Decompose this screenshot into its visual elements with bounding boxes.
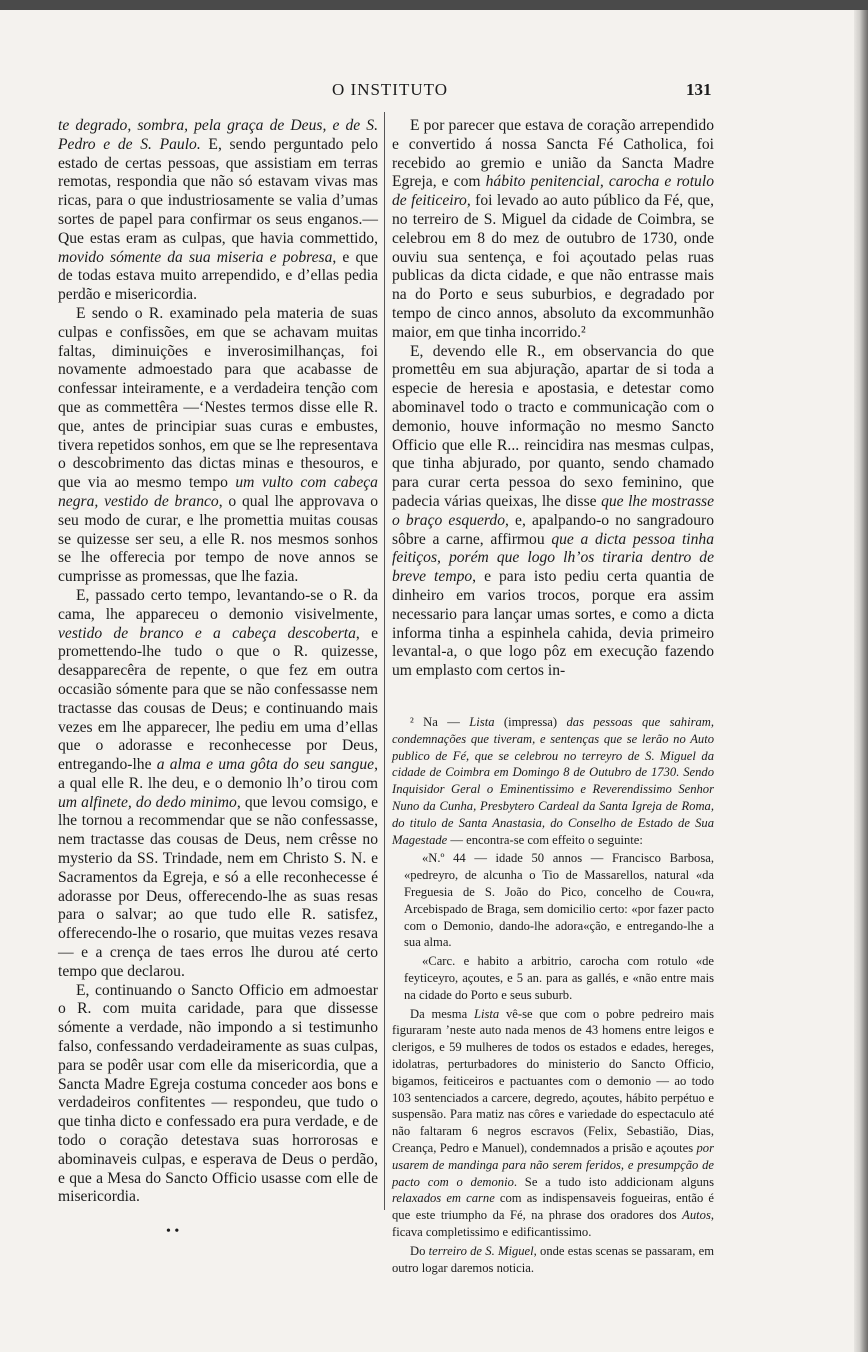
- footnote-quote: «Carc. e habito a arbitrio, carocha com rotulo «de feyticeyro, açoutes, e 5 an. para as gallés, e «não entre mais na cidade do Porto e seus suburb.: [404, 954, 714, 1002]
- footnote: Da mesma Lista vê-se que com o pobre pedreiro mais figuraram ’neste auto nada menos de 43 homens entre leigos e clerigos, e 59 mulheres de todos os estados e edades, hereges, idolatras, perturbadores do ministerio do Sancto Officio, bigamos, feiticeiros e pactuantes com o demonio — ao todo 103 sentenciados a carcere, degredo, açoutes, hábito perpétuo e suspensão. Para matiz nas côres e variedade do espectaculo até não faltaram 6 negros escravos (Felix, Sebastião, Dias, Creança, Pedro e Manuel), condemnados a prisão e açoutes por usarem de mandinga para não serem feridos, e presumpção de pacto com o demonio. Se a tudo isto addicionam alguns relaxados em carne com as indispensaveis fogueiras, então é que este triumpho da Fé, na phrase dos oradores dos Autos, ficava completissimo e edificantissimo.: [392, 1006, 714, 1239]
- right-column: [392, 117, 714, 681]
- journal-title: O INSTITUTO: [332, 80, 448, 99]
- footnote: ² Na — Lista (impressa) das pessoas que sahiram, condemnações que tiveram, e sentenças que se lerão no Auto publico de Fé, que se celebrou no terreyro de S. Miguel da cidade de Coimbra em Domingo 8 de Outubro de 1730. Sendo Inquisidor Geral o Eminentissimo e Reverendissimo Senhor Nuno da Cunha, Presbytero Cardeal da Santa Igreja de Roma, do titulo de Santa Anastasia, do Conselho de Estado de Sua Magestade — encontra-se com effeito o seguinte:: [392, 715, 715, 847]
- footnote-quote: «N.º 44 — idade 50 annos — Francisco Barbosa, «pedreyro, de alcunha o Tio de Massarellos, natural «da Freguesia de S. João do Pico, concelho de Cou«ra, Arcebispado de Braga, sem domicilio certo: «por fazer pacto com o Demonio, dando-lhe adora«ção, e entregando-lhe a sua alma.: [404, 851, 714, 950]
- paragraph: te degrado, sombra, pela graça de Deus, e de S. Pedro e de S. Paulo. E, sendo perguntado pelo estado de certas pessoas, que assistiam em terras remotas, respondia que não só estavam vivas mas ricas, para o que industriosamente se valia d’umas sortes de papel para confirmar os seus enganos.— Que estas eram as culpas, que havia commettido, movido sómente da sua miseria e pobresa, e que de todas estava muito arrependido, e d’ellas pedia perdão e misericordia.: [58, 117, 378, 304]
- footnotes: [392, 714, 714, 1278]
- page-marks: • •: [166, 1224, 180, 1239]
- left-column: [58, 117, 378, 1207]
- paragraph: E por parecer que estava de coração arrependido e convertido á nossa Sancta Fé Catholica, foi recebido ao gremio e união da Sancta Madre Egreja, e com hábito penitencial, carocha e rotulo de feiticeiro, foi levado ao auto público da Fé, que, no terreiro de S. Miguel da cidade de Coimbra, se celebrou em 8 do mez de outubro de 1730, onde ouviu sua sentença, e foi açoutado pelas ruas publicas da dicta cidade, e que não entrasse mais na do Porto e seus suburbios, e degradado por tempo de cinco annos, absoluto da excommunhão maior, em que tinha incorrido.²: [392, 117, 714, 341]
- footnote: Do terreiro de S. Miguel, onde estas scenas se passaram, em outro logar daremos noticia.: [392, 1243, 714, 1275]
- top-edge-bar: [0, 0, 868, 10]
- paragraph: E, devendo elle R., em observancia do que promettêu em sua abjuração, apartar de si toda a especie de heresia e apostasia, e detestar como abominavel todo o tracto e communicação com o demonio, houve informação no mesmo Sancto Officio que elle R... reincidira nas mesmas culpas, que tinha abjurado, por quanto, sendo chamado para curar certa pessoa do sexo feminino, que padecia várias queixas, lhe disse que lhe mostrasse o braço esquerdo, e, apalpando-o no sangradouro sôbre a carne, affirmou que a dicta pessoa tinha feitiços, porém que logo lh’os tiraria dentro de breve tempo, e para isto pediu certa quantia de dinheiro em varios trocos, porque era assim necessario para lançar umas sortes, e como a dicta informa tinha a espinhela cahida, devia primeiro levantal-a, o que logo pôz em execução fazendo um emplasto com certos in-: [392, 342, 715, 680]
- page-edge-shadow: [854, 10, 868, 1352]
- page-number: 131: [686, 80, 712, 99]
- paragraph: E, continuando o Sancto Officio em admoestar o R. com muita caridade, para que dissesse sómente a verdade, não impondo a si testimunho falso, confessando verdadeiramente as suas culpas, para se podêr usar com elle da misericordia, que a Sancta Madre Egreja costuma conceder aos bons e verdadeiros confitentes — respondeu, que tudo o que tinha dicto e confessado era pura verdade, e de todo o coração detestava suas horrorosas e abominaveis culpas, e esperava de Deus o perdão, e que a Mesa do Sancto Officio usasse com elle de misericordia.: [58, 981, 378, 1206]
- column-divider: [384, 112, 385, 1210]
- paragraph: E sendo o R. examinado pela materia de suas culpas e confissões, em que se achavam muitas faltas, diminuições e inverosimilhanças, foi novamente admoestado para que acabasse de confessar inteiramente, e a verdadeira tenção com que as commettêra —‘Nestes termos disse elle R. que, antes de principiar suas curas e embustes, tivera repetidos sonhos, em que se lhe representava o descobrimento das dictas minas e thesouros, e que via ao mesmo tempo um vulto com cabeça negra, vestido de branco, o qual lhe approvava o seu modo de curar, e lhe promettia muitas cousas se quizesse ser seu, a elle R. nos mesmos sonhos se lhe offerecia por tempo de nove annos se cumprisse as promessas, que lhe fazia.: [58, 304, 378, 586]
- running-header: [0, 80, 860, 102]
- paragraph: E, passado certo tempo, levantando-se o R. da cama, lhe appareceu o demonio visivelmente, vestido de branco e a cabeça descoberta, e promettendo-lhe tudo o que o R. quizesse, desapparecêra de repente, o que fez em outra occasião sómente para que se não confessasse nem tractasse das cousas de Deus; e continuando mais vezes em lhe apparecer, lhe pediu em uma d’ellas que o adorasse e reconhecesse por Deus, entregando-lhe a alma e uma gôta do seu sangue, a qual elle R. lhe deu, e o demonio lh’o tirou com um alfinete, do dedo minimo, que levou comsigo, e lhe tornou a recommendar que se não confessasse, nem tractasse das cousas de Deus, nem crêsse no mysterio da SS. Trindade, nem em Christo S. N. e Sacramentos da Egreja, e só a elle reconhecesse é adorasse por Deus, offerecendo-lhe as suas resas para o salvar; ao que tudo elle R. satisfez, offerecendo-lhe o rosario, que muitas vezes resava — e a crença de taes erros lhe durou até certo tempo que declarou.: [58, 586, 379, 980]
